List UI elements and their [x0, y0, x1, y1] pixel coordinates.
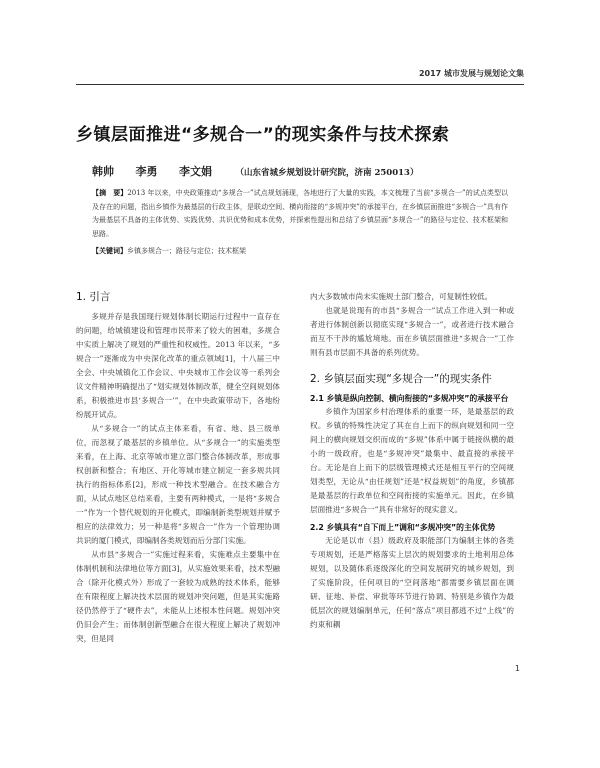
body-paragraph: 多规并存是我国现行规划体制长期运行过程中一直存在的问题，给城镇建设和管理市民带来了较大的困难，多规合中实质上解决了规划的严重性和权威性。2013 年以来，“多规合一”逐渐成为中央深化改革的重点领域[1]，十八届三中全会、中央城镇化工作会议、中央城市工作会议等一系列会议文件精神明确提出了“划实规划体制改革，健全空间规划体系，积极推进市县‘多规合一’”，在中央政策带动下，各地纷纷展开试点。 [76, 312, 280, 419]
left-column [76, 290, 280, 646]
running-title: 2017 城市发展与规划论文集 [418, 69, 524, 78]
author-name: 李勇 [135, 165, 158, 178]
abstract [92, 186, 508, 241]
keywords-label: 【关键词】 [92, 246, 127, 255]
author-line [92, 163, 418, 179]
body-paragraph: 无论是以市（县）级政府及职能部门为编制主体的各类专项规划，还是严格落实上层次的规划要求的土地利用总体规划，以及随体系逐级深化的空间发展研究的城乡规划，到了实施阶段，任何项目的“空间落地”都需要乡镇层面在调研、征地、补偿、审批等环节进行协调、特别是乡镇作为最低层次的规划编制单元，任何“落点”项目都逃不过“上线”的约束和耦 [310, 536, 514, 629]
keywords-text: 乡镇多规合一；路径与定位；技术框架 [127, 247, 246, 255]
section-heading-intro: 1. 引言 [76, 291, 111, 303]
body-paragraph: 从市县“多规合一”实施过程来看，实施难点主要集中在体制机制和法律地位等方面[3]，从实施效果来看，技术型融合（除开化模式外）形成了一套较为成熟的技术体系，能够在有限程度上解决技术层面的规划冲突问题，但是其实施路径仍然停于了“硬件去”，未能从上述根本性问题。规划冲突仍旧会产生；而体制创新型融合在很大程度上解决了规划冲突，但是同 [76, 550, 280, 643]
body-paragraph: 内大多数城市尚未实施规土部门整合，可复制性较低。 [310, 292, 493, 301]
abstract-text: 2013 年以来，中央政策推动“多规合一”试点规划涌现，各地进行了大量的实践，本文梳理了当前“多规合一”的试点类型以及存在的问题，指出乡镇作为最基层的行政主体，是联动空间、横向衔接的“多规冲突”的承接平台，在乡镇层面推进“多规合一”具有作为最基层不具备的主体优势、实践优势、共识优势和成本优势，并探索性提出和总结了乡镇层面“多规合一”的路径与定位、技术框架和思路。 [92, 189, 509, 238]
subsection-heading: 2.1 乡镇是纵向控制、横向衔接的“多规冲突”的承接平台 [310, 394, 509, 403]
right-column [310, 290, 514, 632]
author-affiliation: （山东省城乡规划设计研究院，济南 250013） [235, 168, 419, 178]
author-name: 李文娟 [179, 165, 212, 178]
paper-title: 乡镇层面推进“多规合一”的现实条件与技术探索 [76, 125, 450, 145]
running-header [76, 68, 524, 85]
body-paragraph: 从“多规合一”的试点主体来看，有省、地、县三级单位，而忽视了最基层的乡镇单位。从“多规合一”的实施类型来看，在上海、北京等城市建立部门整合体制改革，形成事权创新和整合；有地区、开化等城市建立制定一套多规共同执行的指标体系[2]，形成一种技术型融合。在技术融合方面，从试点地区总结来看，主要有两种模式，一是将“多规合一”作为一个替代规划的开化模式，即编制新类型规划并赋予相应的法律效力；另一种是将“多规合一”作为一个管理协调共识的厦门模式，即编制各类规划而后分部门实施。 [76, 424, 280, 545]
body-paragraph: 乡镇作为国家乡村治理体系的重要一环，是最基层的政权。乡镇的特殊性决定了其在自上而下的纵向规划和同一空间上的横向规划交织而成的“多规”体系中属于链接纵横的最小的一级政府，也是“多规冲突”最集中、最直接的承接平台。无论是自上而下的层级管理模式还是相互平行的空间规划类型，无论从“由任规划”还是“权益规划”的角度，乡镇都是最基层的行政单位和空间衔接的实施单元。因此，在乡镇层面推进“多规合一”具有非常好的现实意义。 [310, 407, 514, 514]
body-paragraph: 也就是说现有的市县“多规合一”试点工作进入到一种或者进行体制创新以彻底实现“多规合一”，或者进行技术融合而互不干涉的尴尬境地。而在乡镇层面推进“多规合一”工作则有县市层面不具备的系列优势。 [310, 306, 514, 357]
page-number: 1 [514, 664, 520, 673]
keywords [92, 244, 508, 258]
section-heading-conditions: 2. 乡镇层面实现“多规合一”的现实条件 [310, 373, 492, 385]
subsection-heading: 2.2 乡镇具有“自下而上”调和“多规冲突”的主体优势 [310, 523, 496, 532]
abstract-label: 【摘 要】 [92, 188, 128, 197]
author-name: 韩帅 [92, 165, 114, 178]
